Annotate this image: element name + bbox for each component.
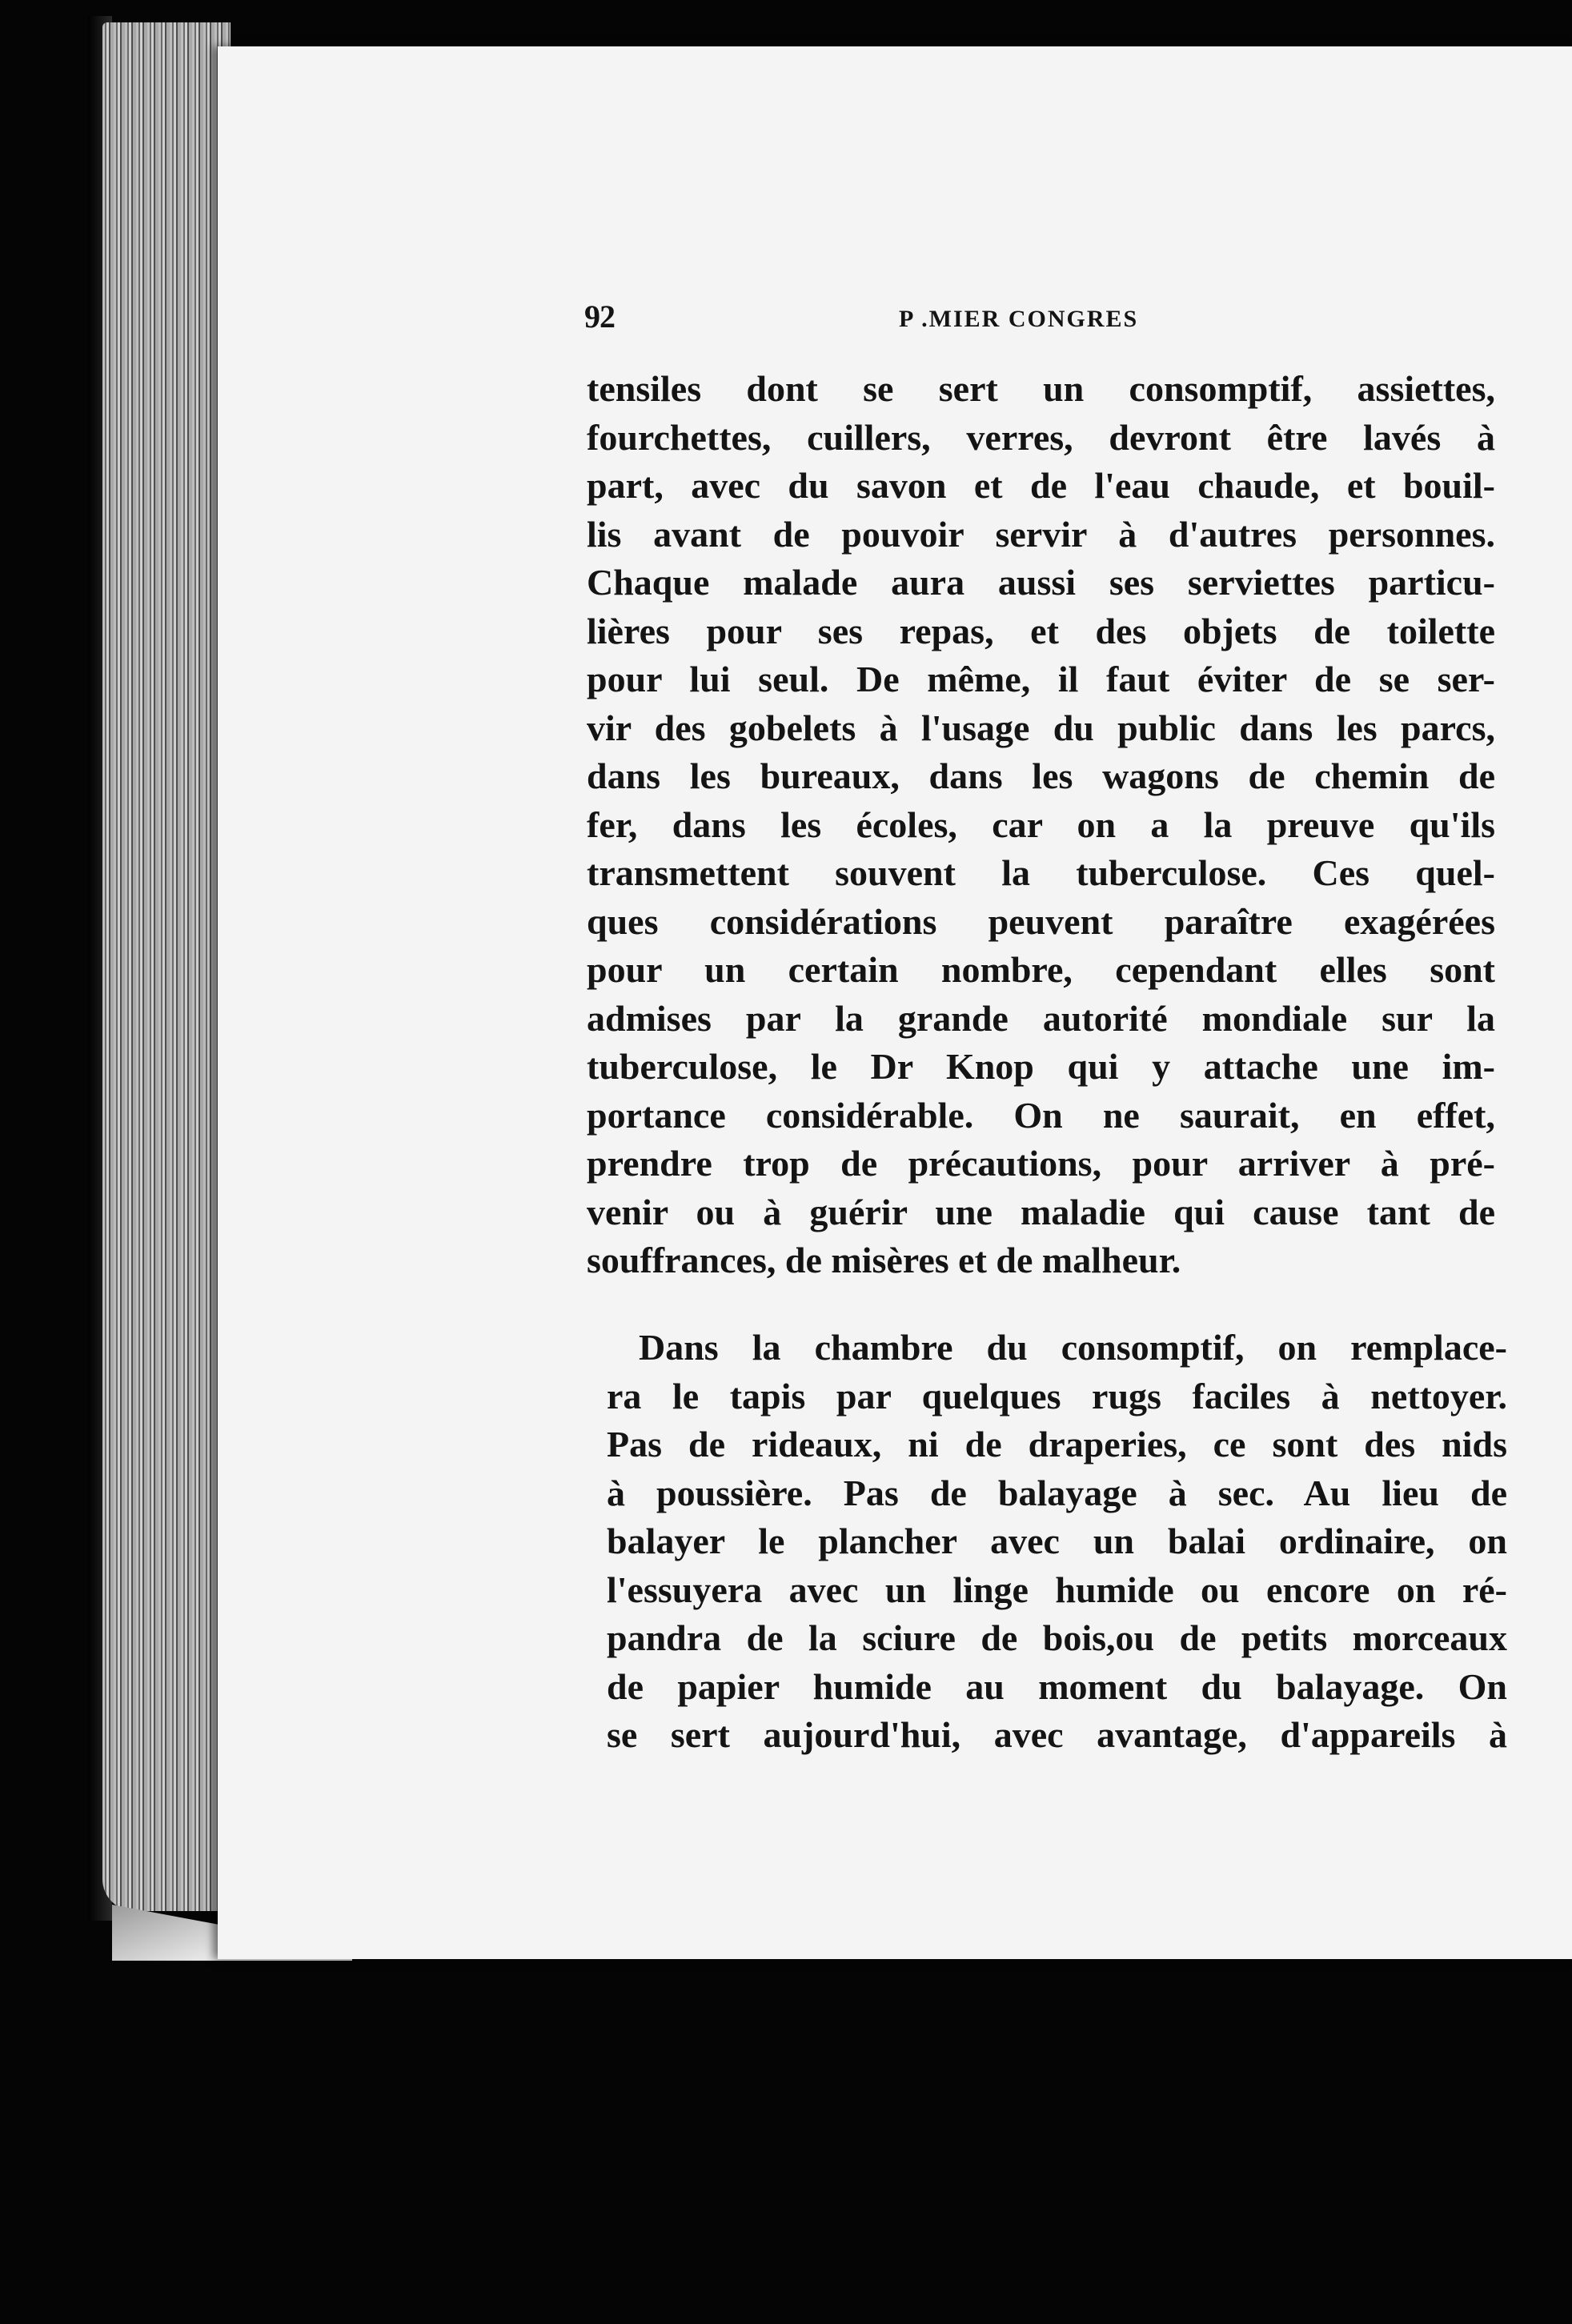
- text-line: ra le tapis par quelques rugs faciles à nettoyer.: [607, 1375, 1507, 1416]
- text-line: de papier humide au moment du balayage. On: [607, 1665, 1507, 1707]
- text-line: pour un certain nombre, cependant elles sont: [587, 949, 1495, 990]
- text-line: lis avant de pouvoir servir à d'autres personnes.: [587, 513, 1495, 555]
- page-number: 92: [584, 299, 615, 335]
- text-line: à poussière. Pas de balayage à sec. Au lieu de: [607, 1472, 1507, 1513]
- text-line: part, avec du savon et de l'eau chaude, et bouil-: [587, 465, 1495, 506]
- text-line: lières pour ses repas, et des objets de toilette: [587, 610, 1495, 651]
- text-line: balayer le plancher avec un balai ordinaire, on: [607, 1521, 1507, 1561]
- text-line: dans les bureaux, dans les wagons de chemin de: [587, 755, 1495, 796]
- stacked-page-edges: [102, 22, 231, 1911]
- text-line: tensiles dont se sert un consomptif, assiettes,: [587, 368, 1495, 409]
- text-line: fer, dans les écoles, car on a la preuve qu'ils: [587, 803, 1495, 845]
- text-line: portance considérable. On ne saurait, en effet,: [587, 1094, 1495, 1136]
- running-head: [584, 298, 1505, 338]
- text-line: tuberculose, le Dr Knop qui y attache une im-: [587, 1046, 1495, 1087]
- text-line: ques considérations peuvent paraître exagérées: [587, 900, 1495, 942]
- text-line: Dans la chambre du consomptif, on remplace-: [639, 1327, 1507, 1368]
- text-line: pour lui seul. De même, il faut éviter de se ser-: [587, 659, 1495, 699]
- text-line: pandra de la sciure de bois,ou de petits morceaux: [607, 1617, 1507, 1658]
- paragraph-1: [587, 365, 1495, 1285]
- text-line: fourchettes, cuillers, verres, devront être lavés à: [587, 416, 1495, 458]
- running-head-title: P .MIER CONGRES: [899, 306, 1139, 332]
- text-line: Pas de rideaux, ni de draperies, ce sont des nids: [607, 1424, 1507, 1465]
- text-line: vir des gobelets à l'usage du public dans les parcs,: [587, 707, 1495, 748]
- text-line: prendre trop de précautions, pour arriver à pré-: [587, 1143, 1495, 1184]
- text-line: l'essuyera avec un linge humide ou encore on ré-: [607, 1569, 1507, 1610]
- text-line: admises par la grande autorité mondiale sur la: [587, 997, 1495, 1039]
- text-line: souffrances, de misères et de malheur.: [587, 1240, 1181, 1280]
- text-line: Chaque malade aura aussi ses serviettes particu-: [587, 562, 1495, 603]
- text-line: transmettent souvent la tuberculose. Ces quel-: [587, 852, 1495, 893]
- text-line: venir ou à guérir une maladie qui cause tant de: [587, 1191, 1495, 1232]
- paragraph-2: [607, 1324, 1507, 1760]
- text-line: se sert aujourd'hui, avec avantage, d'appareils à: [607, 1714, 1507, 1755]
